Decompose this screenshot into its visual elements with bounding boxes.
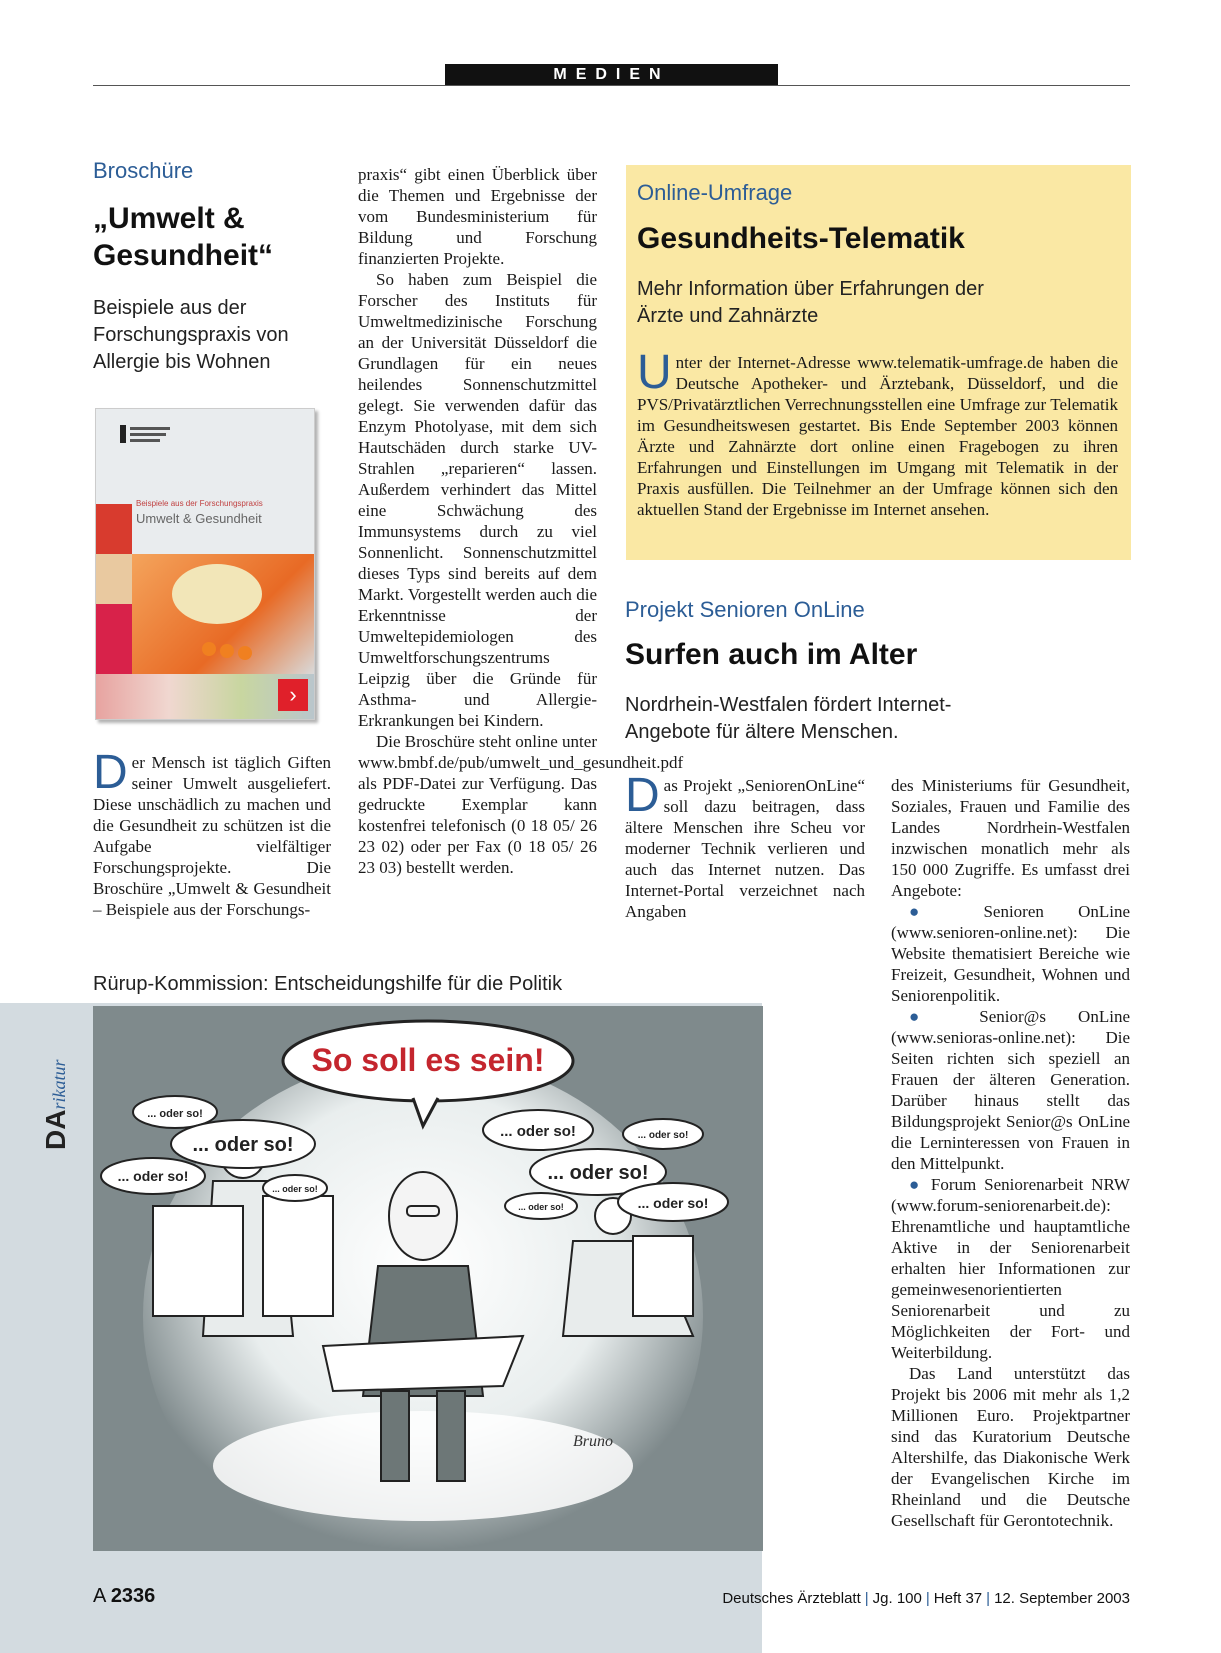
darikatur-side-label [40, 1030, 84, 1150]
article1-headline: „Umwelt & Gesundheit“ [93, 202, 274, 272]
article2-text: nter der Internet-Adresse www.telematik-umfrage.de haben die Deutsche Apotheker- und Ärztebank, Düsseldorf, und die PVS/Privatärztlichen Verrechnungsstellen eine Umfrage zur Telematik im Gesundheitswesen gestartet. Bis Ende September 2003 können Ärzte und Zahnärzte dort online einen Fragebogen zu ihren Erfahrungen und Einstellungen im Umgang mit Telematik in der Praxis ausfüllen. Die Teilnehmer an der Umfrage können sich den aktuellen Stand der Ergebnisse im Internet ansehen. [637, 353, 1118, 519]
cartoon-signature: Bruno [573, 1433, 613, 1450]
article1-col2-p3: Die Broschüre steht online unter www.bmbf.de/pub/umwelt_und_gesundheit.pdf als PDF-Datei zur Verfügung. Das gedruckte Exemplar kann kostenfrei telefonisch (0 18 05/ 26 23 02) oder per Fax (0 18 05/ 26 23 03) bestellt werden. [358, 732, 684, 877]
bubble-text-7: ... oder so! [547, 1162, 649, 1184]
journal-volume: Jg. 100 [872, 1590, 922, 1607]
bubble-text-6: ... oder so! [637, 1130, 689, 1141]
main-bubble-text: So soll es sein! [311, 1042, 545, 1078]
side-label-da: DA [40, 1109, 71, 1150]
article2-dropcap: U [637, 346, 672, 399]
side-label-rest: rikatur [49, 1059, 69, 1110]
article1-col1-text: er Mensch ist täglich Giften seiner Umwelt ausgeliefert. Diese unschädlich zu machen und die Gesundheit zu schützen ist die Aufgabe vielfältiger Forschungsprojekte. Die Broschüre „Umwelt & Gesundheit – Beispiele aus der Forschungs- [93, 753, 331, 919]
cartoon-caption: Rürup-Kommission: Entscheidungshilfe für die Politik [93, 973, 563, 995]
journal-date: 12. September 2003 [994, 1590, 1130, 1607]
journal-info: Deutsches Ärzteblatt | Jg. 100 | Heft 37 | 12. September 2003 [722, 1590, 1130, 1607]
page-number-value: 2336 [110, 1585, 156, 1607]
article1-col2-p1: praxis“ gibt einen Überblick über die Themen und Ergebnisse der vom Bundesministerium für Bildung und Forschung finanzierten Projekte. [358, 165, 597, 268]
article3-subhead: Nordrhein-Westfalen fördert Internet-Angebote für ältere Menschen. [625, 694, 952, 743]
cover-title-line: Umwelt & Gesundheit [136, 511, 262, 526]
article3-col1 [625, 769, 865, 922]
article3-col1-text: as Projekt „SeniorenOnLine“ soll dazu beitragen, dass ältere Menschen ihre Scheu vor moderner Technik verlieren und auch das Internet nutzen. Das Internet-Portal verzeichnet nach Angaben [625, 776, 865, 921]
article1-kicker: Broschüre [93, 158, 194, 183]
article2-body [637, 346, 1118, 520]
bullet-icon: ● [909, 902, 984, 921]
page-prefix: A [93, 1585, 106, 1607]
article2-kicker: Online-Umfrage [637, 180, 793, 205]
cover-photo [132, 554, 314, 674]
article3-col2 [891, 775, 1130, 1531]
article1-col2 [358, 164, 684, 878]
cartoon-svg [93, 1006, 763, 1551]
article3-headline: Surfen auch im Alter [625, 638, 918, 671]
page-number [93, 1585, 155, 1608]
cover-series-line: Beispiele aus der Forschungspraxis [136, 499, 263, 508]
header-rule [93, 85, 1130, 86]
bubble-text-2: ... oder so! [192, 1134, 294, 1156]
bubble-text-8: ... oder so! [518, 1202, 564, 1212]
section-header: MEDIEN [445, 64, 778, 86]
cartoon-illustration [93, 1006, 763, 1551]
article1-subhead: Beispiele aus der Forschungspraxis von Allergie bis Wohnen [93, 297, 289, 373]
article2-subhead: Mehr Information über Erfahrungen der Ärzte und Zahnärzte [637, 278, 984, 327]
article3-bullet-1: ● Senioren OnLine (www.senioren-online.net): Die Website thematisiert Bereiche wie Freizeit, Gesundheit, Wohnen und Seniorenpolitik. [891, 902, 1130, 1005]
brochure-cover-image [95, 408, 315, 720]
bubble-text-4: ... oder so! [272, 1184, 318, 1194]
article3-bullet-3: ● Forum Seniorenarbeit NRW (www.forum-seniorenarbeit.de): Ehrenamtliche und hauptamtliche Aktive in der Seniorenarbeit erhalten hier Informationen zur gemeinwesenorientierten Seniorenarbeit und zu Möglichkeiten der Fort- und Weiterbildung. [891, 1175, 1130, 1362]
article3-bullet-2: ● Senior@s OnLine (www.senioras-online.net): Die Seiten richten sich speziell an Frauen der älteren Generation. Darüber hinaus stellt das Bildungsprojekt Senior@s OnLine die Lerninteressen von Frauen in den Mittelpunkt. [891, 1007, 1130, 1173]
article1-dropcap: D [93, 746, 128, 799]
article3-kicker: Projekt Senioren OnLine [625, 597, 865, 622]
journal-issue: Heft 37 [933, 1590, 983, 1607]
bubble-text-1: ... oder so! [147, 1108, 203, 1120]
article2-headline: Gesundheits-Telematik [637, 222, 965, 255]
journal-name: Deutsches Ärzteblatt [722, 1590, 861, 1607]
article1-col2-p2: So haben zum Beispiel die Forscher des Instituts für Umweltmedizinische Forschung an der Universität Düsseldorf die Grundlagen für ein neues heilendes Sonnenschutzmittel gelegt. Sie verwenden dafür das Enzym Photolyase, mit dem sich Hautschäden durch starke UV-Strahlen „reparieren“ lassen. Außerdem verhindert das Mittel eine Schwächung des Immunsystems durch zu viel Sonnenlicht. Sonnenschutzmittel dieses Typs sind bereits auf dem Markt. Vorgestellt werden auch die Erkenntnisse der Umweltepidemiologen des Umweltforschungszentrums Leipzig über die Gründe für Asthma- und Allergie-Erkrankungen bei Kindern. [358, 270, 597, 730]
article3-dropcap: D [625, 769, 660, 822]
cover-arrow-icon: › [278, 679, 308, 711]
article3-closing: Das Land unterstützt das Projekt bis 2006 mit mehr als 1,2 Millionen Euro. Projektpartner sind das Kuratorium Deutsche Altershilfe, das Diakonische Werk der Evangelischen Kirche im Rheinland und die Deutsche Gesellschaft für Gerontotechnik. [891, 1364, 1130, 1530]
article1-col1 [93, 746, 331, 920]
bubble-text-3: ... oder so! [117, 1168, 189, 1184]
article3-col2-intro: des Ministeriums für Gesundheit, Soziales, Frauen und Familie des Landes Nordrhein-Westfalen inzwischen monatlich mehr als 150 000 Zugriffe. Es umfasst drei Angebote: [891, 776, 1130, 900]
bullet-icon: ● [909, 1007, 980, 1026]
federal-ministry-logo [116, 419, 176, 449]
bubble-text-5: ... oder so! [500, 1123, 576, 1140]
bubble-text-9: ... oder so! [637, 1195, 709, 1211]
bullet-icon: ● [909, 1175, 931, 1194]
